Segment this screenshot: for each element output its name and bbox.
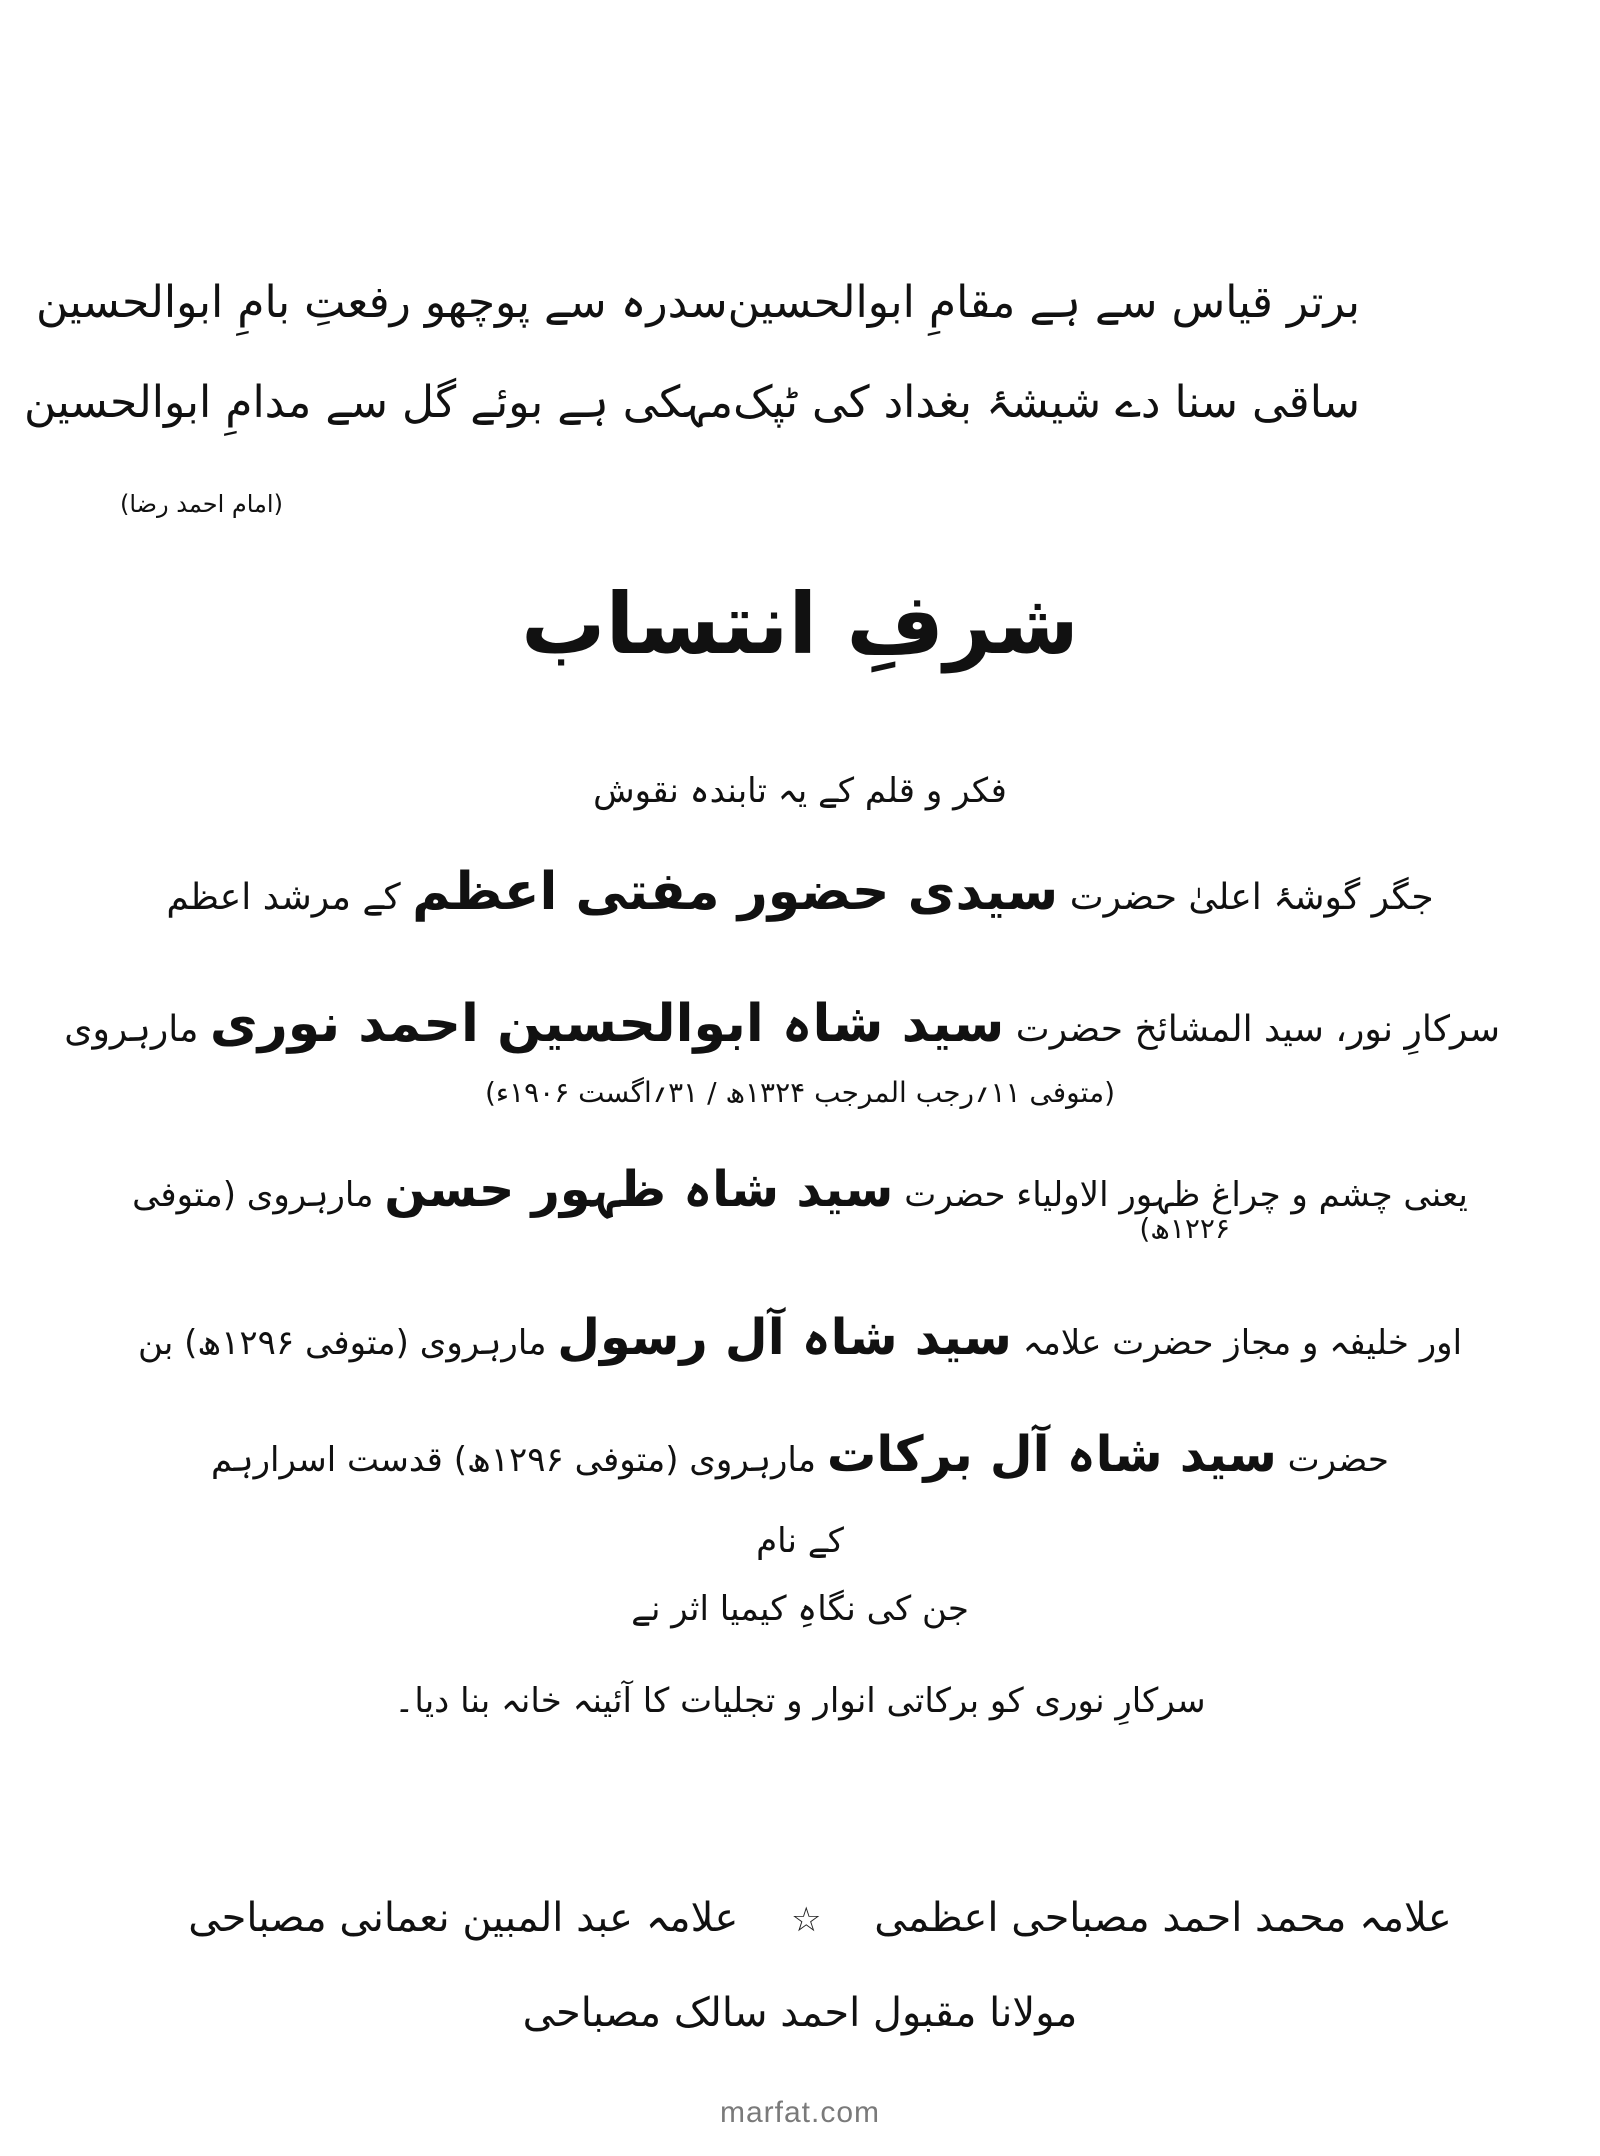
dedication-line xyxy=(100,862,1500,922)
dedication-emphasis: سید شاہ آل رسول xyxy=(557,1308,1012,1366)
dedication-text: مارہروی (متوفی ۱۲۹۶ھ) بن xyxy=(137,1323,547,1363)
dedication-text: یعنی چشم و چراغ ظہور الاولیاء حضرت xyxy=(904,1175,1468,1215)
dedication-line: کے نام xyxy=(756,1521,844,1561)
dedication-date: (متوفی ۱۱؍رجب المرجب ۱۳۲۴ھ / ۳۱؍اگست ۱۹۰۶ء) xyxy=(485,1076,1115,1109)
dedication-text: سرکارِ نور، سید المشائخ حضرت xyxy=(1015,1009,1500,1050)
dedication-text: حضرت xyxy=(1287,1440,1389,1480)
poem-couplet-1 xyxy=(36,262,1360,342)
author-name: علامہ محمد احمد مصباحی اعظمی xyxy=(874,1895,1452,1941)
dedication-text: اور خلیفہ و مجاز حضرت علامہ xyxy=(1022,1323,1463,1363)
dedication-line: ۱۲۲۶ھ) xyxy=(1139,1212,1230,1245)
poem-verse-line: سدرہ سے پوچھو رفعتِ بامِ ابوالحسین xyxy=(36,276,728,328)
dedication-line: جن کی نگاہِ کیمیا اثر نے xyxy=(631,1589,969,1629)
poem-attribution: (امام احمد رضا) xyxy=(120,490,283,518)
page-title: شرفِ انتساب xyxy=(521,575,1079,673)
poem-verse-line: برتر قیاس سے ہے مقامِ ابوالحسین xyxy=(727,276,1360,328)
dedication-line xyxy=(64,994,1500,1054)
poem-verse-line: مہکی ہے بوئے گل سے مدامِ ابوالحسین xyxy=(23,376,734,428)
poem-verse-line: ساقی سنا دے شیشۂ بغداد کی ٹپک xyxy=(733,376,1360,428)
dedication-emphasis: سید شاہ ابوالحسین احمد نوری xyxy=(209,994,1005,1054)
dedication-line xyxy=(100,1425,1500,1483)
dedication-line: فکر و قلم کے یہ تابندہ نقوش xyxy=(593,771,1007,811)
dedication-line xyxy=(100,1308,1500,1366)
poem-couplet-2 xyxy=(23,362,1360,442)
dedication-text: کے مرشد اعظم xyxy=(166,877,401,918)
dedication-text: جگر گوشۂ اعلیٰ حضرت xyxy=(1069,877,1434,918)
dedication-line: سرکارِ نوری کو برکاتی انوار و تجلیات کا آئینہ خانہ بنا دیا۔ xyxy=(394,1681,1206,1721)
author-name: علامہ عبد المبین نعمانی مصباحی xyxy=(188,1895,739,1941)
authors-line xyxy=(120,1895,1520,1941)
star-icon: ☆ xyxy=(791,1900,822,1940)
dedication-text: مارہروی xyxy=(64,1009,199,1050)
author-name: مولانا مقبول احمد سالک مصباحی xyxy=(522,1990,1078,2036)
dedication-text: مارہروی (متوفی xyxy=(132,1175,374,1215)
dedication-emphasis: سید شاہ آل برکات xyxy=(826,1425,1277,1483)
dedication-line xyxy=(100,1160,1500,1218)
dedication-emphasis: سید شاہ ظہور حسن xyxy=(384,1160,894,1218)
dedication-text: مارہروی (متوفی ۱۲۹۶ھ) قدست اسرارہم xyxy=(211,1440,817,1480)
site-watermark: marfat.com xyxy=(719,2096,881,2129)
dedication-emphasis: سیدی حضور مفتی اعظم xyxy=(412,862,1059,922)
